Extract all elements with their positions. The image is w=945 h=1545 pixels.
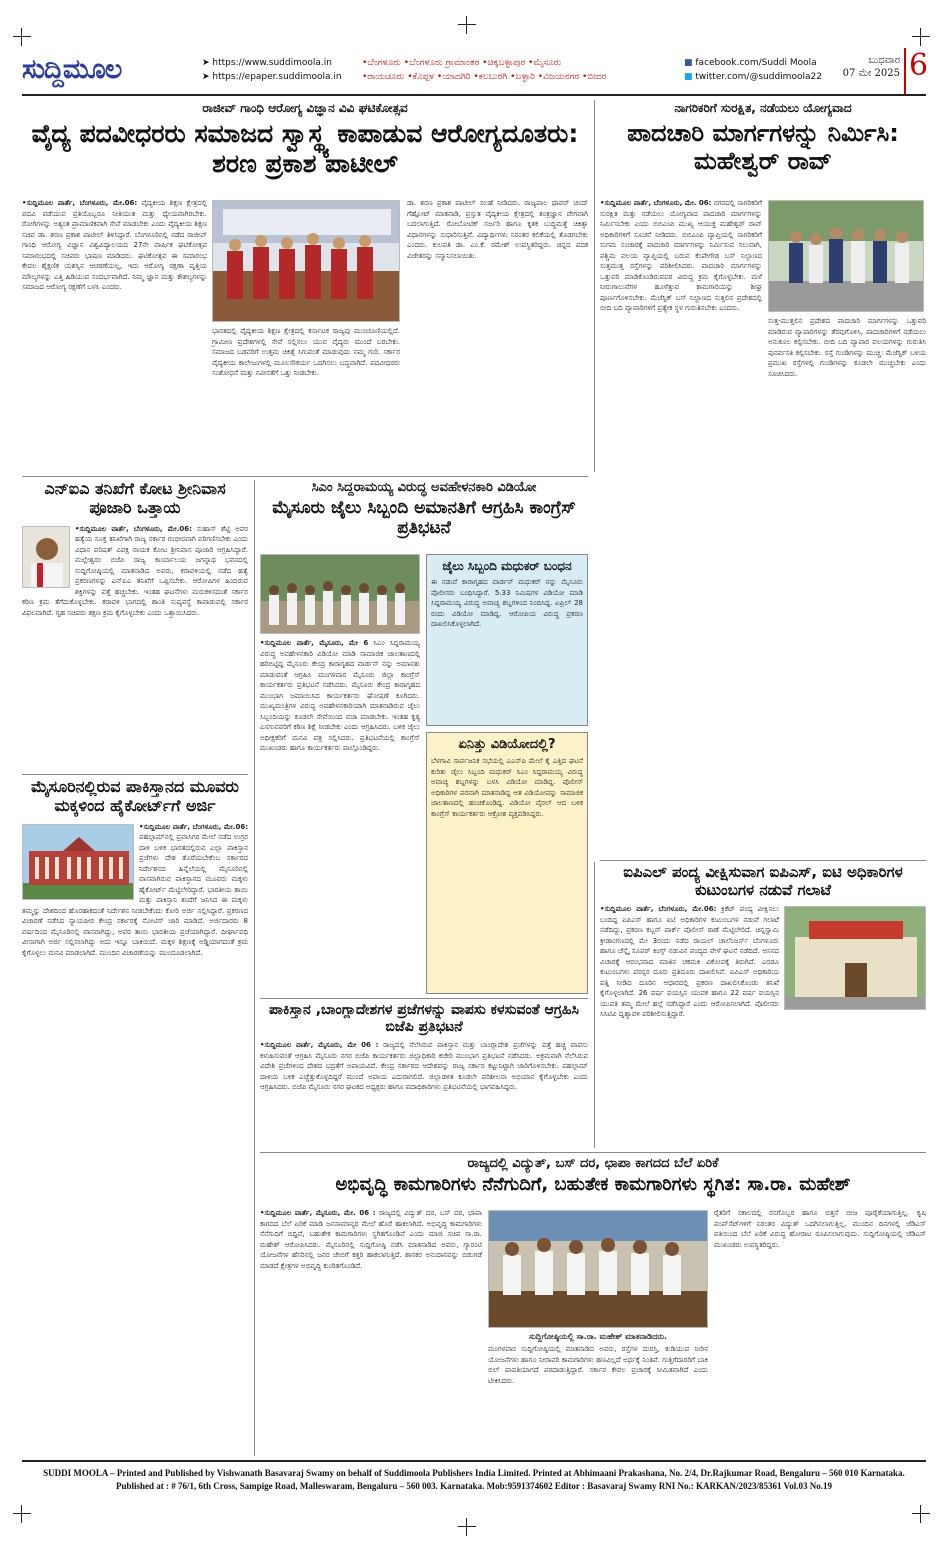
convocation-photo [212, 200, 400, 322]
print-line-text: SUDDI MOOLA – Printed and Published by Vishwanath Basavaraj Swamy on behalf of Suddimoola Publishers India Limited. Printed at Abhimaani Prakashana, No. 2/4, Dr.Rajkumar Road, Bengaluru – 560 010 Karnataka. [43, 1468, 905, 1478]
article-body [260, 638, 420, 754]
article-text: ನಗರದಲ್ಲಿ ನಾಗರಿಕರಿಗೆ ಸುರಕ್ಷಿತ ಮತ್ತು ನಡೆಯಲು ಯೋಗ್ಯವಾದ ಪಾದಚಾರಿ ಮಾರ್ಗಗಳನ್ನು ನಿರ್ಮಿಸಬೇಕು ಎಂದು ಬಿಬಿಎಂಪಿ ಮುಖ್ಯ ಆಯುಕ್ತ ಮಹೇಶ್ವರ್ ರಾವ್ ಅಧಿಕಾರಿಗಳಿಗೆ ಸೂಚನೆ ನೀಡಿದರು. ಬಿಬಿಎಂಪಿ ವ್ಯಾಪ್ತಿಯಲ್ಲಿ ನಾಗರಿಕರಿಗೆ ಸುಗಮ ಸಂಚಾರಕ್ಕೆ ಪಾದಚಾರಿ ಮಾರ್ಗಗಳನ್ನು ನಿರ್ಮಿಸುವ ಸಲುವಾಗಿ, ಪಶ್ಚಿಮ ವಲಯ ವ್ಯಾಪ್ತಿಯಲ್ಲಿ ಬರುವ ಕೆಂಪೇಗೌಡ ಬಸ್ ನಿಲ್ದಾಣದ ಸುತ್ತಮುತ್ತ ರಸ್ತೆಗಳನ್ನು ಪರಿಶೀಲಿಸಿದರು. ಪಾದಚಾರಿ ಮಾರ್ಗಗಳನ್ನು ಒತ್ತುವರಿ ಮಾಡಿಕೊಂಡಿರುವವರ ವಿರುದ್ಧ ಕ್ರಮ ಕೈಗೊಳ್ಳಬೇಕು. ಮಳೆ ನೀರುಗಾಲುವೆಗಳ ಹೂಳೆತ್ತುವ ಕಾಮಗಾರಿಯನ್ನು ಶೀಘ್ರ ಪೂರ್ಣಗೊಳಿಸಬೇಕು. ಮೆಜೆಸ್ಟಿಕ್ ಬಸ್ ನಿಲ್ದಾಣದ ಸುತ್ತಲಿನ ಪ್ರದೇಶದಲ್ಲಿ ಬೀದಿ ಬದಿ ವ್ಯಾಪಾರಿಗಳಿಗೆ ಪ್ರತ್ಯೇಕ ಸ್ಥಳ ಗುರುತಿಸಬೇಕು ಎಂದರು. [600, 199, 762, 312]
crop-mark [458, 1518, 476, 1536]
section-rule [600, 860, 926, 861]
page-number: 6 [904, 48, 926, 94]
issue-date [838, 54, 900, 80]
twitter-icon: ■ [684, 72, 693, 82]
column-rule [594, 100, 595, 472]
sidebar-box-video [426, 732, 588, 994]
article-kicker: ರಾಜ್ಯದಲ್ಲಿ ವಿದ್ಯುತ್, ಬಸ್ ದರ, ಛಾಪಾ ಕಾಗದದ ಬೆಲೆ ಏರಿಕೆ [467, 1156, 719, 1171]
sidebar-box-text: ಈ ನಡುವೆ ಕಾರಾಗೃಹದ ವಾರ್ಡನ್ ಮಧುಕರ್ ನನ್ನು ಮೈಸೂರು ಪೊಲೀಸರು ಬಂಧಿಸಿದ್ದಾರೆ. 5.33 ನಿಮಿಷಗಳ ವಿಡಿಯೋ ಮಾಡಿ ಸಿದ್ದರಾಮಯ್ಯ ವಿರುದ್ಧ ಅವಾಚ್ಯ ಶಬ್ದಗಳಿಂದ ನಿಂದಿಸಿದ್ದ. ಏಪ್ರಿಲ್ 28 ರಂದು ವಿಡಿಯೋ ಮಾಡಿದ್ದ. ಆರೋಪಿಯ ವಿರುದ್ಧ ಪ್ರಕರಣ ದಾಖಲಿಸಿಕೊಳ್ಳಲಾಗಿದೆ. [431, 578, 583, 629]
social-links [684, 56, 822, 84]
masthead [22, 48, 929, 96]
sidebar-box-text: ಬೆಳಗಾವಿ ಸಾರ್ವಜನಿಕ ಸಭೆಯಲ್ಲಿ ಎಎಸ್‌ಪಿ ಮೇಲೆ ಕೈ ಎತ್ತಿದ ಘಟನೆ ಕುರಿತು ಜೈಲು ಸಿಬ್ಬಂದಿ ಮಧುಕರ್ ಸಿಎಂ ಸಿದ್ದರಾಮಯ್ಯ ವಿರುದ್ಧ ಅವಾಚ್ಯ ಶಬ್ದಗಳನ್ನು ಬಳಸಿ ವಿಡಿಯೋ ಮಾಡಿದ್ದ. ಪೊಲೀಸ್ ಅಧಿಕಾರಿಗಳ ಪರವಾಗಿ ಮಾತನಾಡಿದ್ದ ಆತ ವಿಡಿಯೋವನ್ನು ಸಾಮಾಜಿಕ ಜಾಲತಾಣದಲ್ಲಿ ಹಂಚಿಕೊಂಡಿದ್ದ. ವಿಡಿಯೋ ವೈರಲ್ ಆದ ಬಳಿಕ ಕಾಂಗ್ರೆಸ್ ಕಾರ್ಯಕರ್ತರು ಆಕ್ರೋಶ ವ್ಯಕ್ತಪಡಿಸಿದ್ದರು. [431, 757, 583, 818]
convocation-photo-image [213, 201, 400, 322]
article-body [22, 198, 207, 293]
byline: •ಸುದ್ದಿಮೂಲ ವಾರ್ತೆ, ಬೆಂಗಳೂರು, ಮೇ.06: [75, 524, 192, 533]
section-rule [260, 1152, 926, 1153]
newspaper-logo: ಸುದ್ದಿಮೂಲ [22, 54, 122, 85]
article-highcourt-petition [22, 778, 248, 1456]
byline: •ಸುದ್ದಿಮೂಲ ವಾರ್ತೆ, ಬೆಂಗಳೂರು, ಮೇ. 06: [600, 199, 712, 207]
highcourt-photo [22, 824, 134, 900]
article-text: ರಾಜ್ಯದಲ್ಲಿ ನೆಲೆಸಿರುವ ಪಾಕಿಸ್ತಾನ ಮತ್ತು ಬಾಂಗ್ಲಾದೇಶ ಪ್ರಜೆಗಳನ್ನು ಪತ್ತೆ ಹಚ್ಚಿ ವಾಪಸು ಕಳುಹಿಸುವಂತೆ ಆಗ್ರಹಿಸಿ ಮೈಸೂರು ನಗರ ಬಿಜೆಪಿ ಕಾರ್ಯಕರ್ತರು ಜಿಲ್ಲಾಧಿಕಾರಿ ಕಚೇರಿ ಮುಂಭಾಗ ಪ್ರತಿಭಟನೆ ನಡೆಸಿದರು. ಅಕ್ರಮವಾಗಿ ನೆಲೆಸಿರುವ ವಿದೇಶಿ ಪ್ರಜೆಗಳಿಂದ ದೇಶದ ಭದ್ರತೆಗೆ ಅಪಾಯವಿದೆ. ಕೇಂದ್ರ ಸರ್ಕಾರದ ಆದೇಶವನ್ನು ರಾಜ್ಯ ಸರ್ಕಾರ ಕಟ್ಟುನಿಟ್ಟಾಗಿ ಜಾರಿಗೊಳಿಸಬೇಕು. ಪಹಲ್ಗಾಮ್ ದಾಳಿಯ ಬಳಿಕ ಎಚ್ಚೆತ್ತುಕೊಳ್ಳದಿದ್ದರೆ ಮುಂದೆ ಅಪಾಯ ಎದುರಾಗಲಿದೆ. ಜಿಲ್ಲಾಡಳಿತ ಕೂಡಲೇ ಪರಿಶೀಲನಾ ಅಭಿಯಾನ ಕೈಗೊಳ್ಳಬೇಕು ಎಂದು ಆಗ್ರಹಿಸಿದರು. ಬಿಜೆಪಿ ಮೈಸೂರು ನಗರ ಘಟಕದ ಅಧ್ಯಕ್ಷರು ಹಾಗೂ ಪದಾಧಿಕಾರಿಗಳು ಪ್ರತಿಭಟನೆಯಲ್ಲಿ ಭಾಗವಹಿಸಿದ್ದರು. [260, 1041, 588, 1092]
article-text: ರೈತರಿಗೆ ಸಕಾಲದಲ್ಲಿ ರಸಗೊಬ್ಬರ ಹಾಗೂ ಬಿತ್ತನೆ ಬೀಜ ಪೂರೈಕೆಯಾಗುತ್ತಿಲ್ಲ. ಕೃಷಿ ಪಂಪ್‌ಸೆಟ್‌ಗಳಿಗೆ ನಿರಂತರ ವಿದ್ಯುತ್ ಒದಗಿಸಲಾಗುತ್ತಿಲ್ಲ. ಮುಂದಿನ ದಿನಗಳಲ್ಲಿ ಜೆಡಿಎಸ್ ವತಿಯಿಂದ ಬೆಲೆ ಏರಿಕೆ ವಿರುದ್ಧ ಹೋರಾಟ ರೂಪಿಸಲಾಗುವುದು. ಸುದ್ದಿಗೋಷ್ಠಿಯಲ್ಲಿ ಜೆಡಿಎಸ್ ಮುಖಂಡರು ಉಪಸ್ಥಿತರಿದ್ದರು. [714, 1209, 926, 1249]
article-ipl-brawl [600, 864, 926, 1148]
article-headline[interactable]: ಮೈಸೂರು ಜೈಲು ಸಿಬ್ಬಂದಿ ಅಮಾನತಿಗೆ ಆಗ್ರಹಿಸಿ ಕಾಂಗ್ರೆಸ್ ಪ್ರತಿಭಟನೆ [272, 498, 576, 539]
inspection-photo-image [769, 201, 924, 312]
article-nia-probe [22, 480, 248, 770]
highcourt-image [23, 825, 134, 900]
byline: •ಸುದ್ದಿಮೂಲ ವಾರ್ತೆ, ಮೈಸೂರು, ಮೇ. 06 : [260, 1209, 376, 1217]
article-text: ಪಹಲ್ಗಾಮ್‌ನಲ್ಲಿ ಪ್ರವಾಸಿಗರ ಮೇಲೆ ನಡೆದ ಉಗ್ರರ ದಾಳಿ ಬಳಿಕ ಭಾರತದಲ್ಲಿರುವ ಎಲ್ಲಾ ಪಾಕಿಸ್ತಾನ ಪ್ರಜೆಗಳು ದೇಶ ತೊರೆಯಬೇಕೆಂಬ ಸರ್ಕಾರದ ನಿರ್ದೇಶನದ ಹಿನ್ನೆಲೆಯಲ್ಲಿ ಮೈಸೂರಿನಲ್ಲಿ ವಾಸವಾಗಿರುವ ಪಾಕಿಸ್ತಾನದ ಮೂವರು ಮಕ್ಕಳು ಹೈಕೋರ್ಟ್ ಮೆಟ್ಟಿಲೇರಿದ್ದಾರೆ. ಭಾರತೀಯ ತಾಯಿ ಮತ್ತು ಪಾಕಿಸ್ತಾನಿ ತಂದೆಗೆ ಜನಿಸಿದ ಈ ಮಕ್ಕಳು ತಮ್ಮನ್ನು ದೇಶದಿಂದ ಹೊರಹಾಕದಂತೆ ನಿರ್ದೇಶನ ನೀಡಬೇಕೆಂದು ಕೋರಿ ಅರ್ಜಿ ಸಲ್ಲಿಸಿದ್ದಾರೆ. ಪ್ರಕರಣದ ವಿಚಾರಣೆ ನಡೆಸಿದ ನ್ಯಾಯಪೀಠ ಕೇಂದ್ರ ಸರ್ಕಾರಕ್ಕೆ ನೋಟಿಸ್ ಜಾರಿ ಮಾಡಿದೆ. ಅರ್ಜಿದಾರರು 8 ವರ್ಷದಿಂದ ಮೈಸೂರಿನಲ್ಲಿ ವಾಸವಾಗಿದ್ದು, ಅವರ ತಾಯಿ ಭಾರತೀಯ ಪ್ರಜೆಯಾಗಿದ್ದಾರೆ. ದೀರ್ಘಾವಧಿ ವೀಸಾಗಾಗಿ ಅರ್ಜಿ ಸಲ್ಲಿಸಲಾಗಿದ್ದು ಅದು ಇನ್ನೂ ಬಾಕಿಯಿದೆ. ಮಕ್ಕಳ ಶಿಕ್ಷಣಕ್ಕೆ ಅಡ್ಡಿಯಾಗದಂತೆ ಕ್ರಮ ಕೈಗೊಳ್ಳಲು ಮನವಿ ಮಾಡಲಾಗಿದೆ. ಮುಂದಿನ ವಿಚಾರಣೆಯನ್ನು ಮುಂದೂಡಲಾಗಿದೆ. [22, 833, 248, 957]
article-text: ಕ್ರಿಕೆಟ್ ಪಂದ್ಯ ವೀಕ್ಷಿಸಲು ಬಂದಿದ್ದ ಐಪಿಎಸ್ ಹಾಗೂ ಐಟಿ ಅಧಿಕಾರಿಗಳ ಕುಟುಂಬಗಳ ನಡುವೆ ಗಲಾಟೆ ನಡೆದಿದ್ದು, ಪ್ರಕರಣ ಕಬ್ಬನ್ ಪಾರ್ಕ್ ಪೊಲೀಸ್ ಠಾಣೆ ಮೆಟ್ಟಿಲೇರಿದೆ. ಚಿನ್ನಸ್ವಾಮಿ ಕ್ರೀಡಾಂಗಣದಲ್ಲಿ ಮೇ 3ರಂದು ನಡೆದ ರಾಯಲ್ ಚಾಲೆಂಜರ್ಸ್ ಬೆಂಗಳೂರು ಹಾಗೂ ಚೆನ್ನೈ ಸೂಪರ್ ಕಿಂಗ್ಸ್ ನಡುವಿನ ಪಂದ್ಯದ ವೇಳೆ ಘಟನೆ ನಡೆದಿದೆ. ಆಸನದ ವಿಚಾರಕ್ಕೆ ಆರಂಭವಾದ ಮಾತಿನ ಚಕಮಕಿ ವಿಕೋಪಕ್ಕೆ ತಿರುಗಿದೆ. ಎರಡೂ ಕುಟುಂಬಗಳು ಪರಸ್ಪರ ದೂರು ಪ್ರತಿದೂರು ದಾಖಲಿಸಿವೆ. ಐಪಿಎಸ್ ಅಧಿಕಾರಿಯ ಪತ್ನಿ ನೀಡಿದ ದೂರಿನ ಆಧಾರದಲ್ಲಿ ಪ್ರಕರಣ ದಾಖಲಿಸಿಕೊಂಡು ತನಿಖೆ ಕೈಗೊಳ್ಳಲಾಗಿದೆ. 26 ವರ್ಷ ವಯಸ್ಸಿನ ಯುವಕ ಹಾಗೂ 22 ವರ್ಷ ವಯಸ್ಸಿನ ಯುವತಿ ತಮ್ಮ ಮೇಲೆ ಹಲ್ಲೆ ನಡೆಸಿದ್ದಾರೆ ಎಂದು ಆರೋಪಿಸಲಾಗಿದೆ. ಪೊಲೀಸರು ಸಿಸಿಟಿವಿ ದೃಶ್ಯಾವಳಿ ಪರಿಶೀಲಿಸುತ್ತಿದ್ದಾರೆ. [600, 905, 779, 1019]
column-rule [254, 480, 255, 1456]
edition-cities [362, 56, 672, 84]
article-text: ಭಾರತದಲ್ಲಿ ವೈದ್ಯಕೀಯ ಶಿಕ್ಷಣ ಕ್ಷೇತ್ರದಲ್ಲಿ ಕರ್ನಾಟಕ ರಾಜ್ಯವು ಮುಂಚೂಣಿಯಲ್ಲಿದೆ. ಗ್ರಾಮೀಣ ಪ್ರದೇಶಗಳಲ್ಲಿ ಸೇವೆ ಸಲ್ಲಿಸಲು ಯುವ ವೈದ್ಯರು ಮುಂದೆ ಬರಬೇಕು. ಸಮಾಜದ ಬಡವರಿಗೆ ಉತ್ತಮ ಚಿಕಿತ್ಸೆ ಸಿಗುವಂತೆ ಮಾಡುವುದು ನಮ್ಮ ಗುರಿ. ಸರ್ಕಾರ ವೈದ್ಯಕೀಯ ಕಾಲೇಜುಗಳಲ್ಲಿ ಮೂಲಸೌಕರ್ಯ ಒದಗಿಸಲು ಬದ್ಧವಾಗಿದೆ. ಪದವೀಧರರು ಸಂಶೋಧನೆ ಮತ್ತು ನವೀನತೆಗೆ ಒತ್ತು ನೀಡಬೇಕು. [212, 327, 400, 377]
crop-mark [458, 16, 476, 34]
sidebar-box-title: ಏನಿತ್ತು ವಿಡಿಯೋದಲ್ಲಿ? [458, 737, 556, 752]
police-station-photo [784, 906, 926, 1010]
byline: •ಸುದ್ದಿಮೂಲ ವಾರ್ತೆ, ಮೈಸೂರು, ಮೇ 6 [260, 639, 369, 647]
facebook-link[interactable]: ■ facebook.com/Suddi Moola [684, 58, 817, 68]
article-text: ಮಂಗಳವಾರ ಸುದ್ದಿಗೋಷ್ಠಿಯಲ್ಲಿ ಮಾತನಾಡಿದ ಅವರು, ರಸ್ತೆಗಳ ದುರಸ್ತಿ, ಕುಡಿಯುವ ನೀರಿನ ಯೋಜನೆಗಳು ಹಾಗೂ ನೀರಾವರಿ ಕಾಮಗಾರಿಗಳು ಹಣವಿಲ್ಲದೆ ಅರ್ಧಕ್ಕೆ ನಿಂತಿವೆ. ಗುತ್ತಿಗೆದಾರರಿಗೆ ಬಾಕಿ ಬಿಲ್ ಪಾವತಿಯಾಗದೆ ಪರದಾಡುತ್ತಿದ್ದಾರೆ. ಸರ್ಕಾರ ಕೇವಲ ಪ್ರಚಾರಕ್ಕೆ ಸೀಮಿತವಾಗಿದೆ ಎಂದು ಟೀಕಿಸಿದರು. [488, 1345, 708, 1385]
article-body [768, 316, 926, 379]
sidebar-box-arrest [426, 554, 588, 726]
article-bjp-protest [260, 1002, 588, 1148]
article-headline[interactable]: ಎನ್‌ಐಎ ತನಿಖೆಗೆ ಕೋಟ ಶ್ರೀನಿವಾಸ ಪೂಜಾರಿ ಒತ್ತಾಯ [44, 480, 226, 517]
weekday: ಬುಧವಾರ [868, 55, 900, 66]
article-headline[interactable]: ಅಭಿವೃದ್ಧಿ ಕಾಮಗಾರಿಗಳು ನೆನೆಗುದಿಗೆ, ಬಹುತೇಕ ಕಾಮಗಾರಿಗಳು ಸ್ಥಗಿತ: ಸಾ.ರಾ. ಮಹೇಶ್ [335, 1174, 851, 1195]
web-links [202, 56, 342, 84]
protest-photo-image [261, 555, 420, 634]
cities-line: •ರಾಯಚೂರು •ಕೊಪ್ಪಳ •ಯಾದಗಿರಿ •ಕಲಬುರಗಿ •ಬಳ್ಳಾರಿ •ವಿಜಯನಗರ •ಬೀದರ [362, 72, 607, 82]
article-headline[interactable]: ಐಪಿಎಲ್ ಪಂದ್ಯ ವೀಕ್ಷಿಸುವಾಗ ಐಪಿಎಸ್, ಐಟಿ ಅಧಿಕಾರಿಗಳ ಕುಟುಂಬಗಳ ನಡುವೆ ಗಲಾಟೆ [623, 864, 903, 899]
section-rule [22, 476, 588, 477]
photo-caption: ಸುದ್ದಿಗೋಷ್ಠಿಯಲ್ಲಿ ಸಾ.ರಾ. ಮಹೇಶ್ ಮಾತನಾಡಿದರು. [528, 1332, 668, 1341]
article-footpath [600, 100, 926, 858]
crop-mark [912, 1505, 930, 1523]
date: 07 ಮೇ 2025 [842, 68, 900, 79]
portrait-photo [22, 526, 70, 588]
article-body [212, 326, 400, 379]
article-text: ಡಾ. ಶರಣ ಪ್ರಕಾಶ ಪಾಟೀಲ್ ಸಲಹೆ ನೀಡಿದರು. ರಾಜ್ಯಪಾಲ ಥಾವರ್ ಚಂದ್ ಗೆಹ್ಲೋಟ್ ಮಾತನಾಡಿ, ಪ್ರಸ್ತುತ ವೈದ್ಯಕೀಯ ಕ್ಷೇತ್ರದಲ್ಲಿ ತಂತ್ರಜ್ಞಾನ ವೇಗವಾಗಿ ಬದಲಾಗುತ್ತಿದೆ. ರೋಬೋಟಿಕ್ ಸರ್ಜರಿ ಹಾಗೂ ಕೃತಕ ಬುದ್ಧಿಮತ್ತೆ ಚಿಕಿತ್ಸಾ ವಿಧಾನಗಳನ್ನು ಸುಧಾರಿಸುತ್ತಿವೆ. ವಿದ್ಯಾರ್ಥಿಗಳು ನಿರಂತರ ಕಲಿಕೆಯಲ್ಲಿ ತೊಡಗಬೇಕು ಎಂದರು. ಕುಲಪತಿ ಡಾ. ಎಂ.ಕೆ. ರಮೇಶ್ ಉಪಸ್ಥಿತರಿದ್ದರು. ಚಿನ್ನದ ಪದಕ ವಿಜೇತರನ್ನು ಸನ್ಮಾನಿಸಲಾಯಿತು. [407, 199, 588, 260]
column-rule [594, 862, 595, 1148]
article-kicker: ನಾಗರಿಕರಿಗೆ ಸುರಕ್ಷಿತ, ನಡೆಯಲು ಯೋಗ್ಯವಾದ [674, 101, 852, 115]
article-body [600, 904, 926, 1020]
article-text: ಸುತ್ತ-ಮುತ್ತಲಿನ ಪ್ರದೇಶದ ಪಾದಚಾರಿ ಮಾರ್ಗಗಳನ್ನು ಒತ್ತುವರಿ ಮಾಡಿರುವ ವ್ಯಾಪಾರಿಗಳನ್ನು ತೆರವುಗೊಳಿಸಿ, ಪಾದಚಾರಿಗಳಿಗೆ ನಡೆಯಲು ಅನುಕೂಲ ಕಲ್ಪಿಸಬೇಕು. ಬೀದಿ ಬದಿ ವ್ಯಾಪಾರ ವಲಯಗಳನ್ನು ಗುರುತಿಸಿ ಪುನರ್ವಸತಿ ಕಲ್ಪಿಸಬೇಕು. ರಸ್ತೆ ಗುಂಡಿಗಳನ್ನು ಮುಚ್ಚಿ: ಮೆಜೆಸ್ಟಿಕ್ ಬಳಿಯ ಪ್ರಮುಖ ರಸ್ತೆಗಳಲ್ಲಿ ಗುಂಡಿಗಳನ್ನು ಕೂಡಲೇ ಮುಚ್ಚಬೇಕು ಎಂದು ಸೂಚಿಸಿದರು. [768, 317, 926, 378]
press-meet-photo [488, 1210, 708, 1328]
sidebar-box-title: ಜೈಲು ಸಿಬ್ಬಂದಿ ಮಧುಕರ್ ಬಂಧನ [442, 559, 572, 573]
print-line-text: Published at : # 76/1, 6th Cross, Sampige Road, Malleswaram, Bengaluru – 560 003. Karnataka. Mob:9591374602 Editor : Basavaraj Swamy RNI No.: KARKAN/2023/85361 Vol.03 No.19 [116, 1481, 832, 1491]
crop-mark [912, 28, 930, 46]
article-body [22, 822, 248, 959]
article-convocation [22, 100, 588, 472]
article-development-works [260, 1156, 926, 1454]
press-meet-photo-image [489, 1211, 708, 1328]
article-jail-protest [260, 480, 588, 994]
byline: •ಸುದ್ದಿಮೂಲ ವಾರ್ತೆ, ಮೈಸೂರು, ಮೇ 06 : [260, 1041, 379, 1050]
article-headline[interactable]: ಪಾದಚಾರಿ ಮಾರ್ಗಗಳನ್ನು ನಿರ್ಮಿಸಿ: ಮಹೇಶ್ವರ್ ರಾವ್ [627, 119, 899, 176]
epaper-link[interactable]: ➤ https://epaper.suddimoola.in [202, 72, 342, 82]
protest-photo [260, 554, 420, 634]
crop-mark [13, 1505, 31, 1523]
byline: •ಸುದ್ದಿಮೂಲ ವಾರ್ತೆ, ಬೆಂಗಳೂರು, ಮೇ.06: [600, 905, 717, 914]
article-body [488, 1344, 708, 1386]
inspection-photo [768, 200, 924, 312]
section-rule [260, 998, 588, 999]
facebook-icon: ■ [684, 58, 693, 68]
article-body [407, 198, 588, 261]
article-body [600, 198, 762, 314]
section-rule [22, 774, 248, 775]
article-body [22, 524, 248, 619]
article-body [714, 1208, 926, 1250]
website-link[interactable]: ➤ https://www.suddimoola.in [202, 58, 332, 68]
article-headline[interactable]: ವೈದ್ಯ ಪದವೀಧರರು ಸಮಾಜದ ಸ್ವಾಸ್ಥ್ಯ ಕಾಪಾಡುವ ಆರೋಗ್ಯದೂತರು: ಶರಣ ಪ್ರಕಾಶ ಪಾಟೀಲ್ [31, 119, 579, 178]
print-line [22, 1460, 926, 1493]
article-headline[interactable]: ಮೈಸೂರಿನಲ್ಲಿರುವ ಪಾಕಿಸ್ತಾನದ ಮೂವರು ಮಕ್ಕಳಿಂದ ಹೈಕೋರ್ಟ್‌ಗೆ ಅರ್ಜಿ [30, 778, 239, 815]
article-body [260, 1040, 588, 1093]
police-station-image [785, 907, 926, 1010]
article-kicker: ರಾಜೀವ್ ಗಾಂಧಿ ಆರೋಗ್ಯ ವಿಜ್ಞಾನ ವಿವಿ ಘಟಿಕೋತ್ಸವ [202, 101, 408, 115]
twitter-link[interactable]: ■ twitter.com/@suddimoola22 [684, 72, 822, 82]
article-text: ವೈದ್ಯಕೀಯ ಶಿಕ್ಷಣ ಕ್ಷೇತ್ರದಲ್ಲಿ ಪದವಿ ಪಡೆಯುವ ಪ್ರತಿಯೊಬ್ಬರೂ ನೀತಿಯುತ ಮತ್ತು ಧ್ಯೇಯವಾಗಿರಬೇಕು. ರೋಗಿಗಳನ್ನು ಅತ್ಯಂತ ಪ್ರಾಮಾಣಿಕವಾಗಿ ಸೇವೆ ಮಾಡಬೇಕು ಎಂದು ವೈದ್ಯಕೀಯ ಶಿಕ್ಷಣ ಸಚಿವ ಡಾ. ಶರಣ ಪ್ರಕಾಶ ಪಾಟೀಲ್ ತಿಳಿಸಿದ್ದಾರೆ. ಬೆಂಗಳೂರಿನಲ್ಲಿ ನಡೆದ ರಾಜೀವ್ ಗಾಂಧಿ ಆರೋಗ್ಯ ವಿಜ್ಞಾನ ವಿಶ್ವವಿದ್ಯಾಲಯದ 27ನೇ ವಾರ್ಷಿಕ ಘಟಿಕೋತ್ಸವ ಸಮಾರಂಭದಲ್ಲಿ ಸಚಿವರು ಭಾಷಣ ಮಾಡಿದರು. ಘಟಿಕೋತ್ಸವ ಈ ಸಮಾರಂಭ ಕೇವಲ ಶೈಕ್ಷಣಿಕ ಯಶಸ್ಸಿನ ಆಚರಣೆಯಲ್ಲ, ಇದು ಆರೋಗ್ಯ ರಕ್ಷಣಾ ವೃತ್ತಿಯ ಮೌಲ್ಯಗಳನ್ನು ಎತ್ತಿ ಹಿಡಿಯುವ ಸಂದರ್ಭವಾಗಿದೆ. ನಿಮ್ಮ ಜ್ಞಾನ ಮತ್ತು ಕೌಶಲ್ಯಗಳನ್ನು ಸಮಾಜದ ಆರೋಗ್ಯ ರಕ್ಷಣೆಗೆ ಬಳಸಿ ಎಂದರು. [22, 199, 207, 291]
article-text: ಸುಹಾಸ್ ಶೆಟ್ಟಿ ಅವರ ಹತ್ಯೆಯ ಸೂಕ್ತ ತನಿಖೆಗಾಗಿ ರಾಜ್ಯ ಸರ್ಕಾರ ಗಂಭೀರವಾಗಿ ಪರಿಗಣಿಸಬೇಕು ಎಂದು ವಿಧಾನ ಪರಿಷತ್ ವಿಪಕ್ಷ ನಾಯಕ ಕೋಟ ಶ್ರೀನಿವಾಸ ಪೂಜಾರಿ ಆಗ್ರಹಿಸಿದ್ದಾರೆ. ಮಲ್ಲೇಶ್ವರಂ ಬಿಜೆಪಿ ರಾಜ್ಯ ಕಾರ್ಯಾಲಯ ಜಗನ್ನಾಥ ಭವನದಲ್ಲಿ ಸುದ್ದಿಗೋಷ್ಠಿಯಲ್ಲಿ ಮಾತನಾಡಿದ ಅವರು, ಕರಾವಳಿಯಲ್ಲಿ ನಡೆದ ಹತ್ಯೆ ಪ್ರಕರಣಗಳನ್ನು ಎನ್‌ಐಎ ತನಿಖೆಗೆ ಒಪ್ಪಿಸಬೇಕು. ಆರೋಪಿಗಳ ಹಿಂದಿರುವ ಶಕ್ತಿಗಳನ್ನು ಪತ್ತೆ ಹಚ್ಚಬೇಕು. ಇಂತಹ ಘಟನೆಗಳು ಮರುಕಳಿಸದಂತೆ ಸರ್ಕಾರ ಕಠಿಣ ಕ್ರಮ ತೆಗೆದುಕೊಳ್ಳಬೇಕು. ಕರಾವಳಿ ಭಾಗದಲ್ಲಿ ಶಾಂತಿ ಸುವ್ಯವಸ್ಥೆ ಕಾಪಾಡುವಲ್ಲಿ ಸರ್ಕಾರ ವಿಫಲವಾಗಿದೆ. ಗೃಹ ಸಚಿವರು ತಕ್ಷಣ ಕ್ರಮ ಕೈಗೊಳ್ಳಬೇಕು ಎಂದು ಒತ್ತಾಯಿಸಿದರು. [22, 524, 248, 617]
crop-mark [13, 28, 31, 46]
byline: •ಸುದ್ದಿಮೂಲ ವಾರ್ತೆ, ಬೆಂಗಳೂರು, ಮೇ.06: [139, 822, 248, 831]
article-body [260, 1208, 482, 1271]
article-text: ರಾಜ್ಯದಲ್ಲಿ ವಿದ್ಯುತ್ ದರ, ಬಸ್ ದರ, ಛಾಪಾ ಕಾಗದದ ಬೆಲೆ ಏರಿಕೆ ಮಾಡಿ ಜನಸಾಮಾನ್ಯರ ಮೇಲೆ ಹೊರೆ ಹಾಕಲಾಗಿದೆ. ಅಭಿವೃದ್ಧಿ ಕಾಮಗಾರಿಗಳು ನೆನೆಗುದಿಗೆ ಬಿದ್ದಿವೆ, ಬಹುತೇಕ ಕಾಮಗಾರಿಗಳು ಸ್ಥಗಿತಗೊಂಡಿವೆ ಎಂದು ಮಾಜಿ ಸಚಿವ ಸಾ.ರಾ. ಮಹೇಶ್ ಆರೋಪಿಸಿದರು. ಮೈಸೂರಿನಲ್ಲಿ ಸುದ್ದಿಗೋಷ್ಠಿ ನಡೆಸಿ ಮಾತನಾಡಿದ ಅವರು, ಗ್ಯಾರಂಟಿ ಯೋಜನೆಗಳ ಹೆಸರಿನಲ್ಲಿ ಜನರ ಜೇಬಿಗೆ ಕತ್ತರಿ ಹಾಕಲಾಗುತ್ತಿದೆ. ಶಾಸಕರ ಅನುದಾನವನ್ನು ಬಿಡುಗಡೆ ಮಾಡದೆ ಕ್ಷೇತ್ರಗಳ ಅಭಿವೃದ್ಧಿ ಕುಂಠಿತಗೊಂಡಿದೆ. [260, 1209, 483, 1270]
article-headline[interactable]: ಪಾಕಿಸ್ತಾನ ,ಬಾಂಗ್ಲಾದೇಶಗಳ ಪ್ರಜೆಗಳನ್ನು ವಾಪಸು ಕಳಸುವಂತೆ ಆಗ್ರಹಿಸಿ ಬಿಜೆಪಿ ಪ್ರತಿಭಟನೆ [269, 1002, 579, 1035]
portrait-image [23, 527, 70, 588]
article-text: ಸಿಎಂ ಸಿದ್ದರಾಮಯ್ಯ ವಿರುದ್ಧ ಅವಹೇಳನಕಾರಿ ವಿಡಿಯೋ ಮಾಡಿ ಸಾಮಾಜಿಕ ಜಾಲತಾಣದಲ್ಲಿ ಹರಿಬಿಟ್ಟಿದ್ದ ಮೈಸೂರು ಕೇಂದ್ರ ಕಾರಾಗೃಹದ ವಾರ್ಡನ್ ನನ್ನು ಅಮಾನತು ಮಾಡುವಂತೆ ಆಗ್ರಹಿಸಿ ಮಂಗಳವಾರ ಮೈಸೂರು ಜಿಲ್ಲಾ ಕಾಂಗ್ರೆಸ್ ಕಾರ್ಯಕರ್ತರು ಪ್ರತಿಭಟನೆ ನಡೆಸಿದರು. ಮೈಸೂರು ಕೇಂದ್ರ ಕಾರಾಗೃಹದ ಮುಂಭಾಗ ಜಮಾಯಿಸಿದ ಕಾರ್ಯಕರ್ತರು ಘೋಷಣೆ ಕೂಗಿದರು. ಮುಖ್ಯಮಂತ್ರಿಗಳ ವಿರುದ್ಧ ಅವಹೇಳನಕಾರಿಯಾಗಿ ಮಾತನಾಡಿರುವ ಜೈಲು ಸಿಬ್ಬಂದಿಯನ್ನು ಕೂಡಲೇ ಸೇವೆಯಿಂದ ವಜಾ ಮಾಡಬೇಕು. ಇಂತಹ ಕೃತ್ಯ ಎಸಗುವವರಿಗೆ ಕಠಿಣ ಶಿಕ್ಷೆ ನೀಡಬೇಕು ಎಂದು ಆಗ್ರಹಿಸಿದರು. ಬಳಿಕ ಜೈಲು ಅಧೀಕ್ಷಕರಿಗೆ ಮನವಿ ಪತ್ರ ಸಲ್ಲಿಸಿದರು. ಪ್ರತಿಭಟನೆಯಲ್ಲಿ ಕಾಂಗ್ರೆಸ್ ಮುಖಂಡರು ಹಾಗೂ ಕಾರ್ಯಕರ್ತರು ಪಾಲ್ಗೊಂಡಿದ್ದರು. [260, 639, 420, 752]
cities-line: •ಬೆಂಗಳೂರು •ಬೆಂಗಳೂರು ಗ್ರಾಮಾಂತರ •ಚಿಕ್ಕಬಳ್ಳಾಪುರ •ಮೈಸೂರು [362, 58, 562, 68]
byline: •ಸುದ್ದಿಮೂಲ ವಾರ್ತೆ, ಬೆಂಗಳೂರು, ಮೇ.06: [22, 199, 138, 207]
article-kicker: ಸಿಎಂ ಸಿದ್ದರಾಮಯ್ಯ ವಿರುದ್ಧ ಅವಹೇಳನಕಾರಿ ವಿಡಿಯೋ [311, 480, 537, 495]
